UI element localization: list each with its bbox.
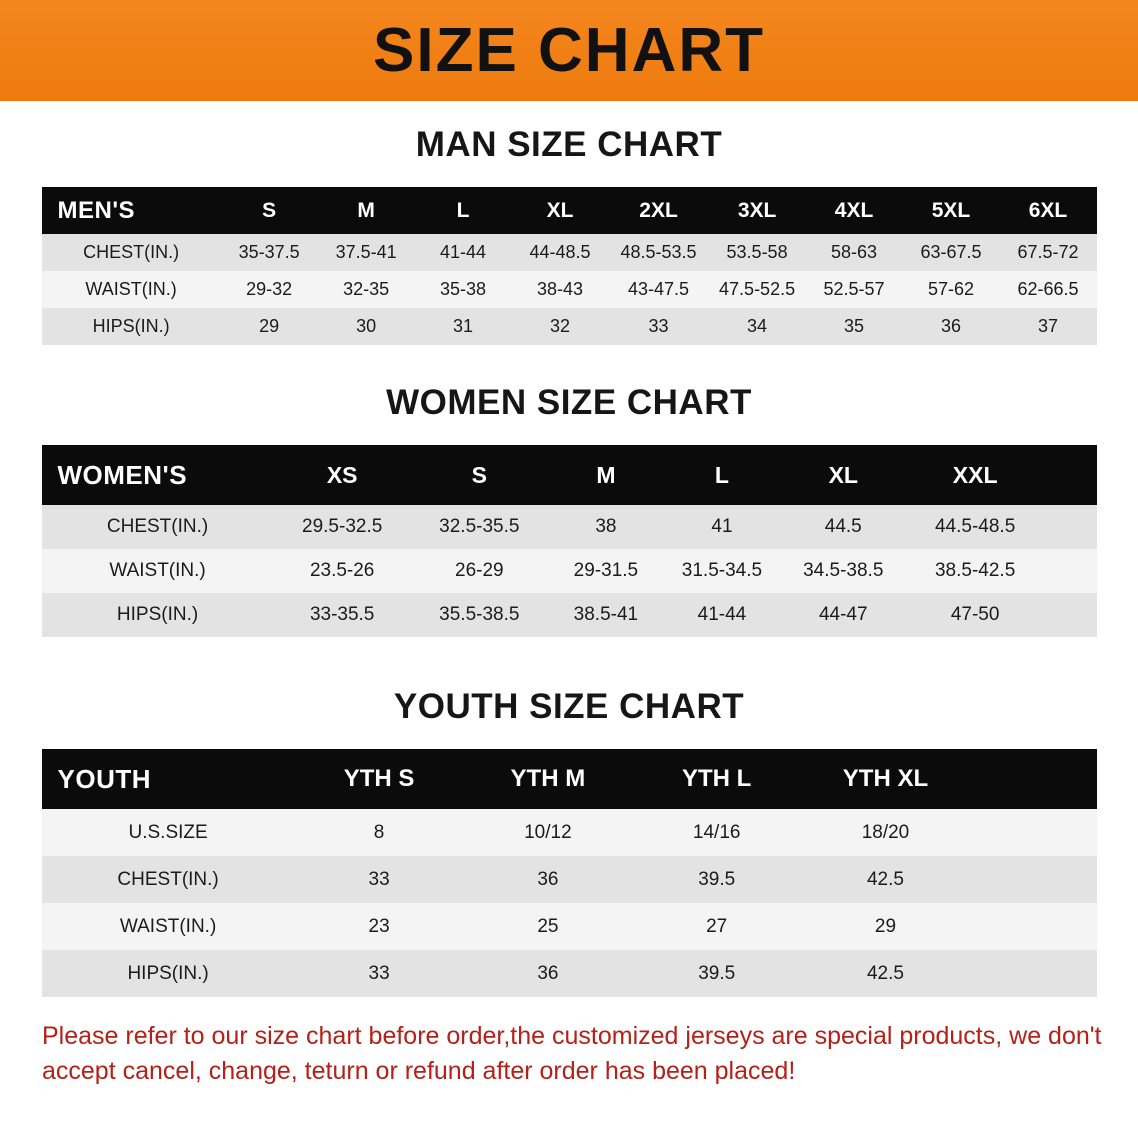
page-banner	[0, 0, 1138, 101]
table-cell: 58-63	[831, 242, 878, 262]
table-cell: 35-37.5	[238, 242, 300, 262]
table-cell: 44.5	[824, 516, 862, 537]
column-header: XL	[546, 198, 574, 222]
column-header: YTH XL	[842, 765, 929, 792]
column-header: WOMEN'S	[57, 459, 188, 490]
table-cell: 25	[537, 915, 559, 937]
table-cell: 33	[648, 316, 669, 336]
table-cell: 32.5-35.5	[439, 516, 520, 537]
column-header: 2XL	[639, 198, 678, 222]
row-label: U.S.SIZE	[128, 821, 208, 843]
youth-size-table	[42, 749, 1097, 997]
table-cell: 8	[373, 821, 385, 843]
row-label: CHEST(IN.)	[106, 516, 209, 537]
table-cell: 29	[874, 915, 897, 937]
table-cell: 47-50	[950, 604, 1000, 625]
table-cell: 31.5-34.5	[681, 560, 763, 581]
man-section-title: MAN SIZE CHART	[415, 125, 723, 164]
column-header: L	[456, 198, 470, 222]
table-cell: 47.5-52.5	[719, 279, 796, 299]
table-cell: 53.5-58	[726, 242, 788, 262]
table-cell: 39.5	[698, 962, 736, 984]
table-cell: 38	[595, 516, 617, 537]
table-row	[42, 234, 1097, 271]
table-cell: 52.5-57	[823, 279, 885, 299]
table-cell: 29	[259, 316, 280, 336]
table-cell: 14/16	[692, 821, 741, 843]
table-cell: 38.5-41	[573, 604, 639, 625]
man-size-table-wrapper	[42, 187, 1097, 345]
table-cell: 41	[711, 516, 733, 537]
table-cell: 36	[537, 962, 559, 984]
table-cell: 33	[368, 962, 390, 984]
column-header: M	[357, 198, 375, 222]
table-cell: 10/12	[524, 821, 572, 843]
row-label: CHEST(IN.)	[117, 868, 219, 890]
table-cell: 32-35	[343, 279, 390, 299]
table-cell: 67.5-72	[1017, 242, 1079, 262]
table-cell: 41-44	[697, 604, 747, 625]
table-cell: 38-43	[536, 279, 584, 299]
table-cell: 36	[940, 316, 961, 336]
table-cell: 48.5-53.5	[620, 242, 697, 262]
table-cell: 35.5-38.5	[439, 604, 520, 625]
spacer-cell	[970, 856, 1097, 903]
page-title: SIZE CHART	[373, 15, 765, 85]
spacer-cell	[1044, 593, 1097, 637]
table-header-row	[42, 445, 1097, 505]
table-cell: 62-66.5	[1017, 279, 1079, 299]
table-cell: 34	[747, 316, 768, 336]
spacer-cell	[970, 950, 1097, 997]
table-row	[42, 271, 1097, 308]
column-header: MEN'S	[57, 196, 136, 224]
spacer-cell	[970, 809, 1097, 856]
women-size-table-wrapper	[42, 445, 1097, 637]
table-header-row	[42, 187, 1097, 234]
table-cell: 37.5-41	[335, 242, 397, 262]
column-header: XS	[326, 461, 358, 488]
table-cell: 35	[844, 316, 865, 336]
column-header: L	[714, 461, 729, 488]
spacer-cell	[1044, 505, 1097, 549]
spacer-cell	[1044, 549, 1097, 593]
row-label: HIPS(IN.)	[116, 604, 199, 625]
column-header: YTH S	[343, 765, 415, 792]
table-cell: 29-31.5	[573, 560, 639, 581]
row-label: HIPS(IN.)	[92, 316, 170, 336]
table-row	[42, 505, 1097, 549]
column-header: S	[262, 198, 277, 222]
column-header: 6XL	[1028, 198, 1068, 222]
table-cell: 30	[356, 316, 377, 336]
table-cell: 44-47	[818, 604, 868, 625]
table-row	[42, 549, 1097, 593]
row-label: CHEST(IN.)	[83, 242, 180, 262]
table-cell: 41-44	[440, 242, 487, 262]
table-cell: 42.5	[866, 868, 904, 890]
table-cell: 44-48.5	[529, 242, 591, 262]
table-cell: 57-62	[927, 279, 974, 299]
column-header: YOUTH	[57, 763, 151, 794]
table-cell: 37	[1037, 316, 1058, 336]
table-cell: 34.5-38.5	[803, 560, 884, 581]
women-size-table	[42, 445, 1097, 637]
table-cell: 29.5-32.5	[302, 516, 383, 537]
table-cell: 32	[549, 316, 571, 336]
table-cell: 23.5-26	[309, 560, 375, 581]
column-header: 4XL	[834, 198, 874, 222]
row-label: WAIST(IN.)	[85, 279, 177, 299]
column-header: M	[596, 461, 616, 488]
table-cell: 23	[368, 915, 390, 937]
man-size-table	[42, 187, 1097, 345]
table-row	[42, 593, 1097, 637]
table-header-row	[42, 749, 1097, 809]
table-row	[42, 950, 1097, 997]
table-cell: 27	[706, 915, 728, 937]
table-cell: 35-38	[440, 279, 487, 299]
column-header: 3XL	[737, 198, 777, 222]
table-cell: 39.5	[698, 868, 736, 890]
table-cell: 43-47.5	[628, 279, 690, 299]
table-cell: 18/20	[861, 821, 910, 843]
table-cell: 33	[368, 868, 390, 890]
youth-size-table-wrapper	[42, 749, 1097, 997]
table-cell: 36	[537, 868, 559, 890]
table-cell: 31	[453, 316, 474, 336]
spacer-cell	[970, 903, 1097, 950]
table-cell: 42.5	[866, 962, 904, 984]
table-cell: 38.5-42.5	[934, 560, 1016, 581]
column-header: XXL	[952, 461, 998, 488]
column-header: 5XL	[931, 198, 971, 222]
table-row	[42, 308, 1097, 345]
table-cell: 33-35.5	[309, 604, 375, 625]
youth-section-title: YOUTH SIZE CHART	[393, 687, 745, 726]
row-label: WAIST(IN.)	[109, 560, 206, 581]
column-header: YTH L	[682, 765, 752, 792]
table-row	[42, 809, 1097, 856]
spacer-cell	[1044, 445, 1097, 505]
spacer-cell	[970, 749, 1097, 809]
table-cell: 63-67.5	[920, 242, 982, 262]
women-section-title: WOMEN SIZE CHART	[386, 383, 752, 422]
table-row	[42, 903, 1097, 950]
column-header: S	[471, 461, 487, 488]
table-cell: 44.5-48.5	[934, 516, 1016, 537]
column-header: YTH M	[510, 765, 586, 792]
row-label: WAIST(IN.)	[119, 915, 217, 937]
table-cell: 29-32	[246, 279, 293, 299]
table-row	[42, 856, 1097, 903]
disclaimer-note: Please refer to our size chart before order,the customized jerseys are special products, we don't accept cancel, change, teturn or refund after order has been placed!	[42, 1022, 1102, 1085]
row-label: HIPS(IN.)	[127, 962, 209, 984]
table-cell: 26-29	[455, 560, 504, 581]
column-header: XL	[828, 461, 858, 488]
